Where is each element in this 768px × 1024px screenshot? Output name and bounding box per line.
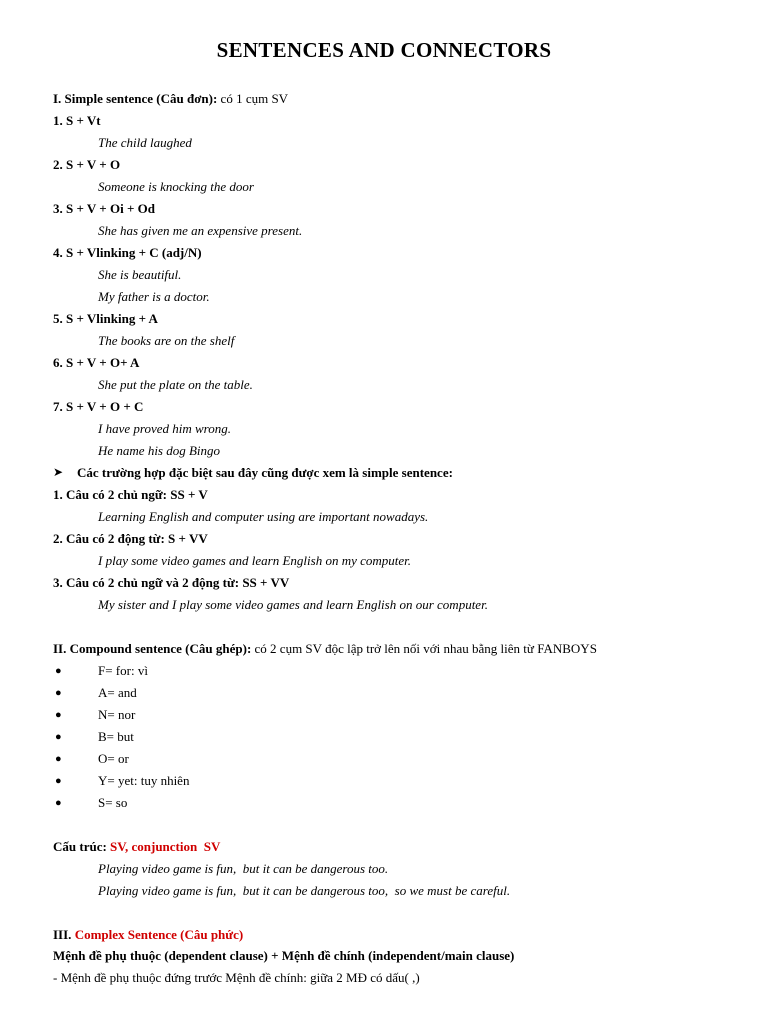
pattern-2-formula: 2. S + V + O: [53, 157, 121, 172]
fanboys-item: Y= yet: tuy nhiên: [98, 773, 190, 788]
section3-heading-prefix: III.: [53, 927, 72, 942]
bullet-icon: ●: [55, 709, 62, 721]
bullet-icon: ●: [55, 775, 62, 787]
section3-subheading: Mệnh đề phụ thuộc (dependent clause) + Mệnh đề chính (independent/main clause): [53, 948, 515, 963]
page-title: SENTENCES AND CONNECTORS: [216, 38, 552, 62]
special-case-2-formula: 2. Câu có 2 động từ: S + VV: [53, 531, 208, 546]
section1-heading-line: [53, 91, 288, 107]
pattern-7-example-2: He name his dog Bingo: [98, 443, 221, 458]
special-case-3-formula: 3. Câu có 2 chủ ngữ và 2 động từ: SS + VV: [53, 575, 290, 590]
pattern-7-example-1: I have proved him wrong.: [98, 421, 231, 436]
structure-label: Cấu trúc:: [53, 839, 107, 854]
pattern-3-formula: 3. S + V + Oi + Od: [53, 201, 155, 216]
compound-example-1: Playing video game is fun, but it can be dangerous too.: [98, 861, 389, 876]
structure-line: [53, 839, 220, 855]
pattern-5-formula: 5. S + Vlinking + A: [53, 311, 158, 326]
pattern-4-example-1: She is beautiful.: [98, 267, 182, 282]
section3-heading-line: [53, 927, 243, 943]
fanboys-item: B= but: [98, 729, 134, 744]
special-case-2-example: I play some video games and learn English on my computer.: [98, 553, 412, 568]
arrow-bullet-icon: ➤: [53, 465, 64, 479]
section2-heading-note: có 2 cụm SV độc lập trở lên nối với nhau bằng liên từ FANBOYS: [254, 641, 597, 656]
section1-heading: I. Simple sentence (Câu đơn):: [53, 91, 218, 106]
fanboys-item: A= and: [98, 685, 137, 700]
section2-heading: II. Compound sentence (Câu ghép):: [53, 641, 252, 656]
special-case-1-example: Learning English and computer using are important nowadays.: [98, 509, 429, 524]
special-cases-heading: Các trường hợp đặc biệt sau đây cũng được xem là simple sentence:: [77, 465, 453, 480]
pattern-1-example-1: The child laughed: [98, 135, 192, 150]
section3-note: - Mệnh đề phụ thuộc đứng trước Mệnh đề chính: giữa 2 MĐ có dấu( ,): [53, 970, 420, 985]
pattern-6-example-1: She put the plate on the table.: [98, 377, 253, 392]
fanboys-item: N= nor: [98, 707, 136, 722]
bullet-icon: ●: [55, 797, 62, 809]
bullet-icon: ●: [55, 687, 62, 699]
section2-heading-line: [53, 641, 597, 657]
bullet-icon: ●: [55, 665, 62, 677]
bullet-icon: ●: [55, 753, 62, 765]
pattern-7-formula: 7. S + V + O + C: [53, 399, 144, 414]
section1-heading-note: có 1 cụm SV: [220, 91, 289, 106]
fanboys-item: O= or: [98, 751, 129, 766]
fanboys-item: S= so: [98, 795, 128, 810]
pattern-6-formula: 6. S + V + O+ A: [53, 355, 140, 370]
pattern-2-example-1: Someone is knocking the door: [98, 179, 254, 194]
section3-heading: Complex Sentence (Câu phức): [74, 927, 244, 942]
pattern-1-formula: 1. S + Vt: [53, 113, 101, 128]
special-case-3-example: My sister and I play some video games and learn English on our computer.: [98, 597, 488, 612]
pattern-4-example-2: My father is a doctor.: [98, 289, 210, 304]
pattern-5-example-1: The books are on the shelf: [98, 333, 235, 348]
pattern-3-example-1: She has given me an expensive present.: [98, 223, 303, 238]
fanboys-item: F= for: vì: [98, 663, 148, 678]
structure-value: SV, conjunction SV: [110, 839, 221, 854]
special-case-1-formula: 1. Câu có 2 chủ ngữ: SS + V: [53, 487, 208, 502]
pattern-4-formula: 4. S + Vlinking + C (adj/N): [53, 245, 202, 260]
compound-example-2: Playing video game is fun, but it can be dangerous too, so we must be careful.: [98, 883, 511, 898]
bullet-icon: ●: [55, 731, 62, 743]
